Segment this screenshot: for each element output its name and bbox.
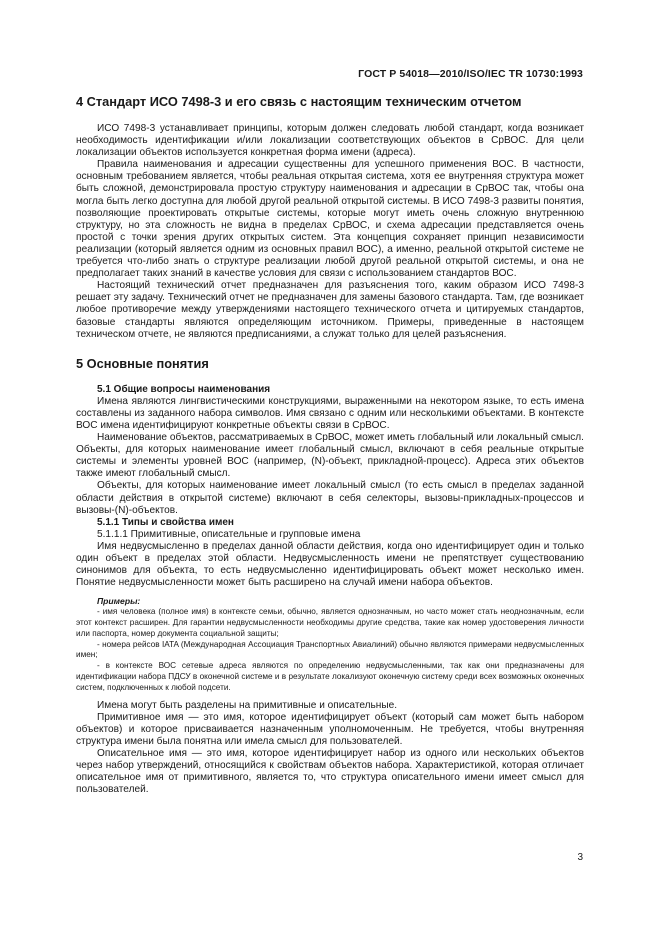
examples-title: Примеры: (97, 596, 141, 607)
section-4-paragraph: Правила наименования и адресации существенны для успешного применения ВОС. В частности, основным требованием является, чтобы реальная открытая система, хотя ее внутренняя структура может быть сложной, демонстрировала простую структуру наименования и адресации в СрВОС так, чтобы она могла быть легко доступна для любой другой реальной открытой системы. В ИСО 7498-3 развиты понятия, позволяющие проектировать открытые системы, которые могут иметь очень сложную внутреннюю структуру, но эта сложность не видна в пределах СрВОС, и схема адресации представляется очень простой с точки зрения других открытых систем. Эта концепция сохраняет принцип независимости реализации (который является одним из основных правил ВОС), а именно, реальной открытой системе не требуется что-либо знать о структуре реализации любой другой реальной открытой системы, и она не предполагает таких знаний в качестве условия для связи с использованием стандартов ВОС. (76, 159, 584, 280)
subsection-5-1-1-1-paragraph: Имя недвусмысленно в пределах данной области действия, когда оно идентифицирует один и только один объект в пределах этой области. Недвусмысленность имени не препятствует существованию синонимов для объекта, то есть недвусмысленно идентифицировать объект может несколько имен. Понятие недвусмысленности может быть расширено на случай имени набора объектов. (76, 540, 584, 589)
section-4-title: 4 Стандарт ИСО 7498-3 и его связь с настоящим техническим отчетом (76, 94, 522, 109)
subsection-5-1-paragraph: Наименование объектов, рассматриваемых в СрВОС, может иметь глобальный или локальный смысл. Объекты, для которых наименование имеет глобальный смысл, включают в себя реальные открытые системы и элементы уровней ВОС (например, (N)-объект, прикладной-процесс). Адреса этих объектов также имеют глобальный смысл. (76, 432, 584, 480)
subsection-5-1-title: 5.1 Общие вопросы наименования (97, 383, 271, 395)
closing-paragraph: Примитивное имя — это имя, которое идентифицирует объект (который сам может быть набором объектов) и которое присваивается назначенным уполномоченным. Не требуется, чтобы внутренняя структура имени была понятна или имела смысл для пользователей. (76, 711, 584, 747)
page-content (76, 94, 584, 796)
page-number: 3 (577, 852, 583, 863)
closing-paragraph: Описательное имя — это имя, которое идентифицирует набор из одного или нескольких объектов через набор утверждений, относящийся к свойствам объектов набора. Характеристикой, которая отличает описательное имя от примитивного, является то, что структура описательного имени имеет смысл для пользователей. (76, 748, 584, 796)
subsection-5-1-1-title: 5.1.1 Типы и свойства имен (97, 516, 234, 528)
closing-paragraph: Имена могут быть разделены на примитивные и описательные. (97, 699, 397, 711)
subsection-5-1-1-1-title: 5.1.1.1 Примитивные, описательные и групповые имена (97, 528, 361, 540)
section-4-paragraph: ИСО 7498-3 устанавливает принципы, которым должен следовать любой стандарт, когда возникает необходимость идентификации и/или локализации соответствующих объектов в СрВОС. Для цели локализации объектов используется конкретная форма имени (адреса). (76, 123, 584, 159)
example-item: - имя человека (полное имя) в контексте семьи, обычно, является однозначным, но часто может стать неоднозначным, если этот контекст расширен. Для гарантии недвусмысленности необходимы другие средства, такие как номер удостоверения личности или паспорта, номер документа социальной защиты; (76, 607, 584, 638)
section-5-title: 5 Основные понятия (76, 355, 209, 371)
example-item: - в контексте ВОС сетевые адреса являются по определению недвусмысленными, так как они предназначены для идентификации набора ПДСУ в оконечной системе и в результате локализуют оконечную систему среди всех возможных оконечных систем, подключенных к любой подсети. (76, 661, 584, 692)
example-item: - номера рейсов IATA (Международная Ассоциация Транспортных Авиалиний) обычно являются примерами недвусмысленных имен; (76, 639, 584, 660)
standard-header: ГОСТ Р 54018—2010/ISO/IEC TR 10730:1993 (358, 68, 583, 80)
subsection-5-1-paragraph: Объекты, для которых наименование имеет локальный смысл (то есть смысл в пределах заданной области действия в открытой системе) включают в себя селекторы, вызовы-прикладных-процессов и вызовы-(N)-объектов. (76, 480, 584, 516)
subsection-5-1-paragraph: Имена являются лингвистическими конструкциями, выраженными на некотором языке, то есть имена составлены из заданного набора символов. Имя связано с одним или несколькими объектами. В контексте ВОС имена идентифицируют конкретные объекты связи в СрВОС. (76, 395, 584, 431)
section-4-paragraph: Настоящий технический отчет предназначен для разъяснения того, каким образом ИСО 7498-3 решает эту задачу. Технический отчет не предназначен для замены базового стандарта. Там, где возникает любое противоречие между утверждениями настоящего технического отчета и цитируемых стандартов, базовые стандарты являются определяющим источником. Примеры, приведенные в настоящем техническом отчете, не являются предписаниями, а служат только для целей разъяснения. (76, 280, 584, 340)
